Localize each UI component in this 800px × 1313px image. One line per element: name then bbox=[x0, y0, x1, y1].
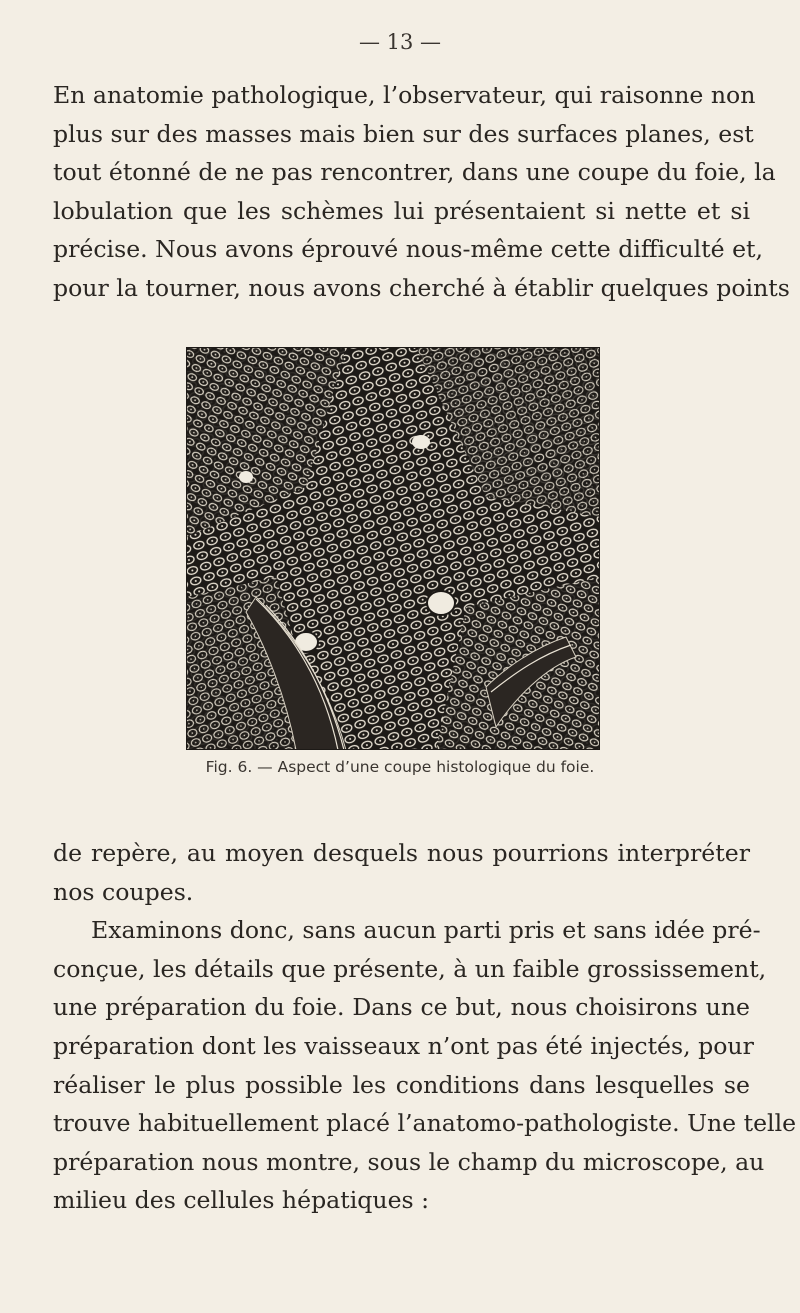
text-line: préparation nous montre, sous le champ du microscope, au bbox=[53, 1147, 765, 1176]
text-line: plus sur des masses mais bien sur des surfaces planes, est bbox=[53, 119, 754, 148]
figure-caption: Fig. 6. — Aspect d’une coupe histologique du foie. bbox=[205, 758, 595, 776]
text-line: conçue, les détails que présente, à un faible grossissement, bbox=[53, 954, 767, 983]
text-line: Examinons donc, sans aucun parti pris et sans idée pré- bbox=[91, 916, 761, 945]
text-line: précise. Nous avons éprouvé nous-même cette difficulté et, bbox=[53, 235, 764, 264]
paragraph-1 bbox=[53, 76, 790, 308]
text-line: pour la tourner, nous avons cherché à établir quelques points bbox=[53, 273, 790, 302]
text-line: préparation dont les vaisseaux n’ont pas été injectés, pour bbox=[53, 1031, 754, 1060]
paragraph-2 bbox=[53, 834, 797, 1220]
text-line: une préparation du foie. Dans ce but, nous choisirons une bbox=[53, 993, 750, 1022]
page-number: — 13 — bbox=[358, 30, 442, 54]
text-line: réaliser le plus possible les conditions dans lesquelles se bbox=[53, 1070, 750, 1099]
text-line: En anatomie pathologique, l’observateur, qui raisonne non bbox=[53, 81, 756, 109]
text-line: de repère, au moyen desquels nous pourrions interpréter bbox=[53, 839, 750, 867]
text-line: nos coupes. bbox=[53, 877, 194, 906]
histology-figure bbox=[186, 347, 600, 750]
text-line: milieu des cellules hépatiques : bbox=[53, 1186, 430, 1215]
text-line: tout étonné de ne pas rencontrer, dans une coupe du foie, la bbox=[53, 158, 776, 187]
liver-section-illustration bbox=[186, 347, 600, 750]
text-line: trouve habituellement placé l’anatomo-pathologiste. Une telle bbox=[53, 1109, 797, 1138]
text-line: lobulation que les schèmes lui présentaient si nette et si bbox=[53, 196, 750, 225]
